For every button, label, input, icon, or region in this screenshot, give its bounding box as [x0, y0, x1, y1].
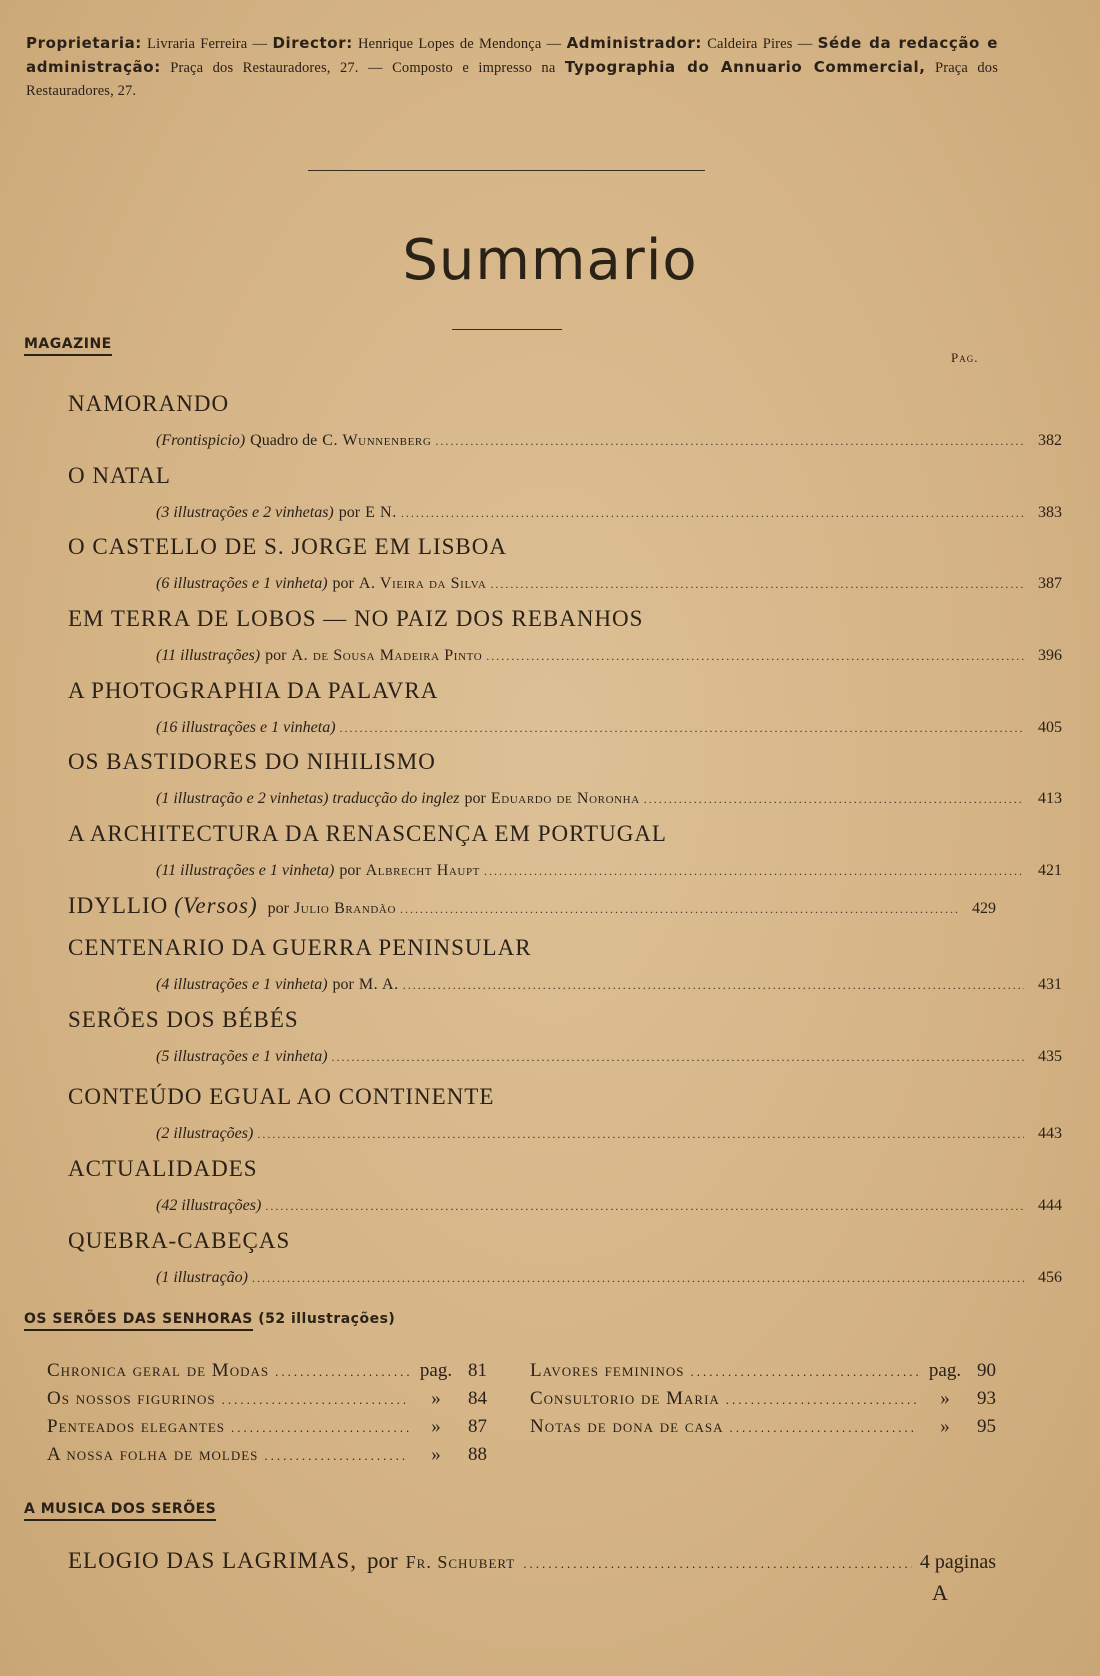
senhoras-item[interactable]	[47, 1416, 487, 1438]
administrador-label: Administrador:	[566, 34, 702, 52]
entry-author: Julio Brandão	[293, 900, 396, 917]
toc-entry[interactable]	[68, 390, 1062, 449]
dot-leader	[332, 1050, 1024, 1065]
item-page: 93	[977, 1388, 996, 1409]
senhoras-heading-extra: (52 illustrações)	[258, 1311, 396, 1327]
toc-entry[interactable]	[68, 677, 1062, 736]
entry-page: 387	[1038, 575, 1062, 592]
dot-leader	[340, 721, 1024, 736]
entry-page: 431	[1038, 976, 1062, 993]
entry-details	[156, 647, 1062, 665]
sede-label: Séde da redacção e administração:	[26, 34, 998, 76]
entry-desc: (16 illustrações e 1 vinheta)	[156, 719, 336, 736]
musica-by: por	[366, 1548, 398, 1573]
sede: Praça dos Restauradores, 27. — Composto e impresso na	[170, 60, 556, 76]
magazine-heading	[24, 336, 112, 352]
entry-page: 456	[1038, 1269, 1062, 1286]
entry-author: M. A.	[358, 976, 399, 993]
entry-author: A. Vieira da Silva	[358, 575, 487, 592]
senhoras-item[interactable]	[47, 1388, 487, 1410]
director: Henrique Lopes de Mendonça —	[358, 36, 562, 52]
item-prefix: »	[940, 1416, 950, 1437]
proprietaria: Livraria Ferreira —	[147, 36, 268, 52]
entry-desc: (11 illustrações e 1 vinheta)	[156, 862, 335, 879]
entry-by: por	[338, 504, 361, 521]
entry-details	[156, 504, 1062, 522]
title-divider	[452, 329, 562, 330]
entry-author: E N.	[365, 504, 397, 521]
entry-page: 382	[1038, 432, 1062, 449]
entry-page: 413	[1038, 790, 1062, 807]
entry-page: 429	[972, 900, 996, 917]
entry-subtitle: (Versos)	[174, 893, 258, 918]
entry-title: O CASTELLO DE S. JORGE EM LISBOA	[68, 534, 507, 559]
dot-leader	[523, 1556, 912, 1572]
entry-by: por	[464, 790, 486, 807]
entry-title: CONTEÚDO EGUAL AO CONTINENTE	[68, 1084, 495, 1109]
entry-page: 443	[1038, 1125, 1062, 1142]
toc-entry[interactable]	[68, 934, 1062, 993]
item-label: Lavores femininos	[530, 1360, 685, 1381]
page-column-label: Pag.	[951, 350, 979, 365]
entry-details	[156, 719, 1062, 737]
senhoras-heading-label: OS SERÕES DAS SENHORAS	[24, 1311, 253, 1331]
entry-page: 421	[1038, 862, 1062, 879]
toc-entry[interactable]	[68, 605, 1062, 664]
administrador: Caldeira Pires —	[707, 36, 813, 52]
dot-leader	[644, 792, 1024, 807]
dot-leader	[231, 1420, 409, 1436]
entry-by: por	[265, 647, 287, 664]
dot-leader	[252, 1271, 1024, 1286]
entry-desc: (4 illustrações e 1 vinheta)	[156, 976, 328, 993]
item-label: Notas de dona de casa	[530, 1416, 724, 1437]
entry-desc: (5 illustrações e 1 vinheta)	[156, 1048, 328, 1065]
entry-title: ACTUALIDADES	[68, 1156, 258, 1181]
item-prefix: »	[431, 1388, 441, 1409]
entry-desc: (1 illustração e 2 vinhetas) traducção do inglez	[156, 790, 460, 807]
entry-page: 383	[1038, 504, 1062, 521]
entry-details	[156, 862, 1062, 880]
dot-leader	[265, 1199, 1024, 1214]
item-page: 90	[977, 1360, 996, 1381]
entry-title: QUEBRA-CABEÇAS	[68, 1228, 291, 1253]
entry-page: 396	[1038, 647, 1062, 664]
senhoras-item[interactable]	[530, 1388, 996, 1410]
dot-leader	[690, 1364, 918, 1380]
item-prefix: pag.	[419, 1360, 453, 1381]
item-prefix: pag.	[928, 1360, 962, 1381]
entry-desc: (3 illustrações e 2 vinhetas)	[156, 504, 334, 521]
musica-heading-label: A MUSICA DOS SERÕES	[24, 1501, 216, 1521]
dot-leader	[275, 1364, 409, 1380]
entry-details	[156, 976, 1062, 994]
dot-leader	[490, 577, 1024, 592]
toc-entry[interactable]	[68, 533, 1062, 592]
item-prefix: »	[940, 1388, 950, 1409]
item-prefix: »	[431, 1444, 441, 1465]
magazine-heading-label: MAGAZINE	[24, 336, 112, 356]
entry-by: Quadro de	[250, 432, 318, 449]
entry-title: CENTENARIO DA GUERRA PENINSULAR	[68, 935, 532, 960]
top-divider	[308, 170, 705, 171]
imprint	[26, 32, 998, 103]
dot-leader	[222, 1392, 409, 1408]
dot-leader	[486, 649, 1024, 664]
typographia: Praça dos Restauradores, 27.	[26, 60, 998, 99]
entry-desc: (6 illustrações e 1 vinheta)	[156, 575, 328, 592]
item-page: 95	[977, 1416, 996, 1437]
dot-leader	[400, 902, 958, 917]
dot-leader	[435, 434, 1024, 449]
dot-leader	[484, 864, 1024, 879]
entry-title: A ARCHITECTURA DA RENASCENÇA EM PORTUGAL	[68, 821, 667, 846]
item-label: Consultorio de Maria	[530, 1388, 720, 1409]
toc-entry[interactable]	[68, 748, 1062, 807]
musica-pages: 4 paginas	[919, 1551, 996, 1573]
entry-by: por	[332, 575, 354, 592]
entry-details	[156, 432, 1062, 450]
toc-entry[interactable]	[68, 1155, 1062, 1214]
entry-desc: (1 illustração)	[156, 1269, 248, 1286]
item-page: 87	[468, 1416, 487, 1437]
toc-entry[interactable]	[68, 1006, 1062, 1065]
entry-details	[156, 790, 1062, 808]
musica-title: ELOGIO DAS LAGRIMAS,	[68, 1548, 357, 1573]
director-label: Director:	[272, 34, 353, 52]
item-page: 81	[468, 1360, 487, 1381]
entry-author: C. Wunnenberg	[322, 432, 432, 449]
senhoras-item[interactable]	[530, 1360, 996, 1382]
dot-leader	[401, 506, 1024, 521]
entry-by: por	[267, 900, 289, 917]
entry-details	[156, 1048, 1062, 1066]
toc-entry-idyllio[interactable]	[68, 893, 996, 919]
toc-entry[interactable]	[68, 1227, 1062, 1286]
entry-desc: (Frontispicio)	[156, 432, 246, 449]
dot-leader	[257, 1127, 1024, 1142]
entry-details	[156, 1125, 1062, 1143]
item-label: Os nossos figurinos	[47, 1388, 216, 1409]
entry-details	[156, 1197, 1062, 1215]
senhoras-item[interactable]	[530, 1416, 996, 1438]
item-page: 88	[468, 1444, 487, 1465]
toc-entry[interactable]	[68, 462, 1062, 521]
dot-leader	[264, 1448, 409, 1464]
dot-leader	[730, 1420, 918, 1436]
dot-leader	[726, 1392, 918, 1408]
entry-by: por	[332, 976, 354, 993]
entry-title: A PHOTOGRAPHIA DA PALAVRA	[68, 678, 439, 703]
entry-page: 444	[1038, 1197, 1062, 1214]
entry-details	[156, 1269, 1062, 1287]
senhoras-item[interactable]	[47, 1360, 487, 1382]
entry-author: Albrecht Haupt	[365, 862, 481, 879]
entry-title: IDYLLIO	[68, 893, 169, 918]
entry-title: EM TERRA DE LOBOS — NO PAIZ DOS REBANHOS	[68, 606, 644, 631]
entry-title: SERÕES DOS BÉBÉS	[68, 1007, 299, 1032]
entry-title: O NATAL	[68, 463, 171, 488]
signature-mark: A	[932, 1580, 948, 1605]
entry-author: Eduardo de Noronha	[490, 790, 640, 807]
entry-details	[68, 893, 996, 919]
musica-entry[interactable]	[68, 1548, 996, 1574]
proprietaria-label: Proprietaria:	[26, 34, 142, 52]
entry-page: 435	[1038, 1048, 1062, 1065]
entry-page: 405	[1038, 719, 1062, 736]
dot-leader	[403, 978, 1024, 993]
entry-by: por	[339, 862, 361, 879]
typographia-label: Typographia do Annuario Commercial,	[564, 58, 926, 76]
musica-heading	[24, 1501, 216, 1517]
senhoras-heading	[24, 1311, 395, 1327]
entry-desc: (2 illustrações)	[156, 1125, 254, 1142]
toc-entry[interactable]	[68, 820, 1062, 879]
entry-title: OS BASTIDORES DO NIHILISMO	[68, 749, 436, 774]
entry-desc: (42 illustrações)	[156, 1197, 262, 1214]
item-label: A nossa folha de moldes	[47, 1444, 259, 1465]
item-label: Penteados elegantes	[47, 1416, 226, 1437]
entry-author: A. de Sousa Madeira Pinto	[291, 647, 483, 664]
item-prefix: »	[431, 1416, 441, 1437]
page-title: Summario	[402, 228, 698, 293]
entry-details	[156, 575, 1062, 593]
entry-desc: (11 illustrações)	[156, 647, 261, 664]
item-page: 84	[468, 1388, 487, 1409]
senhoras-item[interactable]	[47, 1444, 487, 1466]
musica-author: Fr. Schubert	[405, 1552, 516, 1572]
item-label: Chronica geral de Modas	[47, 1360, 270, 1381]
entry-title: NAMORANDO	[68, 391, 230, 416]
toc-entry[interactable]	[68, 1083, 1062, 1142]
